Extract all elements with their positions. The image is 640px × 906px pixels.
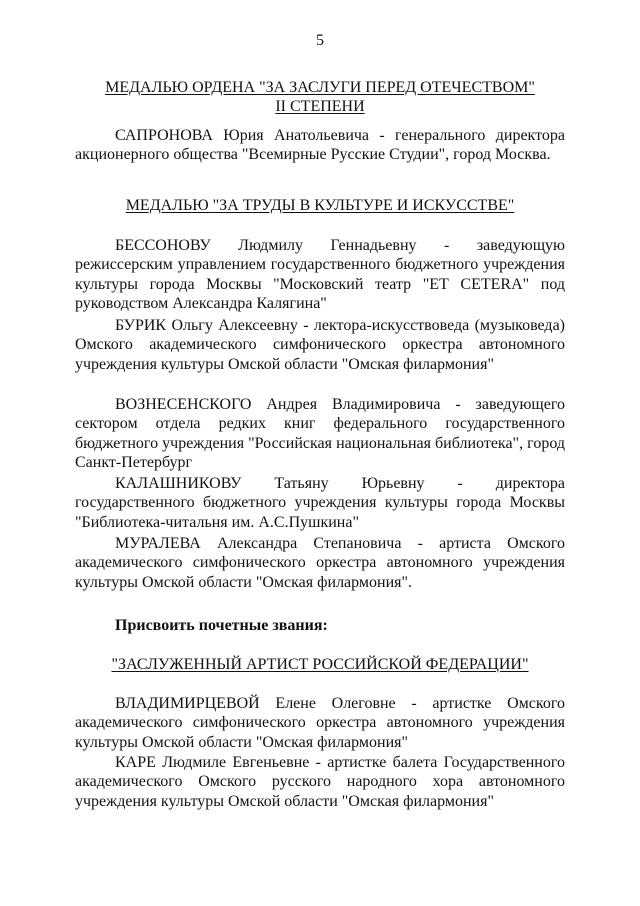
section-title-order-medal-line2: II СТЕПЕНИ	[275, 98, 365, 115]
section-title-culture-medal: МЕДАЛЬЮ "ЗА ТРУДЫ В КУЛЬТУРЕ И ИСКУССТВЕ"	[125, 197, 515, 214]
award-entry-voznesensky: ВОЗНЕСЕНСКОГО Андрея Владимировича - заведующего сектором отдела редких книг федерального государственного бюджетного учреждения "Российская национальная библиотека", город Санкт-Петербург	[75, 396, 565, 472]
award-entry-kare: КАРЕ Людмиле Евгеньевне - артистке балета Государственного академического Омского русского народного хора автономного учреждения культуры Омской области "Омская филармония"	[75, 754, 565, 810]
titles-intro: Присвоить почетные звания:	[115, 617, 328, 634]
section-title-honored-artist: "ЗАСЛУЖЕННЫЙ АРТИСТ РОССИЙСКОЙ ФЕДЕРАЦИИ"	[111, 656, 529, 673]
award-entry-vladimirtseva: ВЛАДИМИРЦЕВОЙ Елене Олеговне - артистке Омского академического симфонического оркестра автономного учреждения культуры Омской области "Омская филармония"	[75, 695, 565, 751]
award-entry-kalashnikova: КАЛАШНИКОВУ Татьяну Юрьевну - директора государственного бюджетного учреждения культуры города Москвы "Библиотека-читальня им. А.С.Пушкина"	[75, 475, 565, 531]
page-number: 5	[316, 32, 324, 49]
award-entry-burik: БУРИК Ольгу Алексеевну - лектора-искусствоведа (музыковеда) Омского академического симфонического оркестра автономного учреждения культуры Омской области "Омская филармония"	[75, 317, 565, 373]
award-entry-muralev: МУРАЛЕВА Александра Степановича - артиста Омского академического симфонического оркестра автономного учреждения культуры Омской области "Омская филармония".	[75, 535, 565, 591]
award-entry-sapronov: САПРОНОВА Юрия Анатольевича - генерального директора акционерного общества "Всемирные Русские Студии", город Москва.	[75, 127, 565, 164]
award-entry-bessonova: БЕССОНОВУ Людмилу Геннадьевну - заведующую режиссерским управлением государственного бюджетного учреждения культуры города Москвы "Московский театр "ЕТ CETERA" под руководством Александра Калягина"	[75, 237, 565, 313]
section-title-order-medal-line1: МЕДАЛЬЮ ОРДЕНА "ЗА ЗАСЛУГИ ПЕРЕД ОТЕЧЕСТВОМ"	[105, 79, 535, 96]
